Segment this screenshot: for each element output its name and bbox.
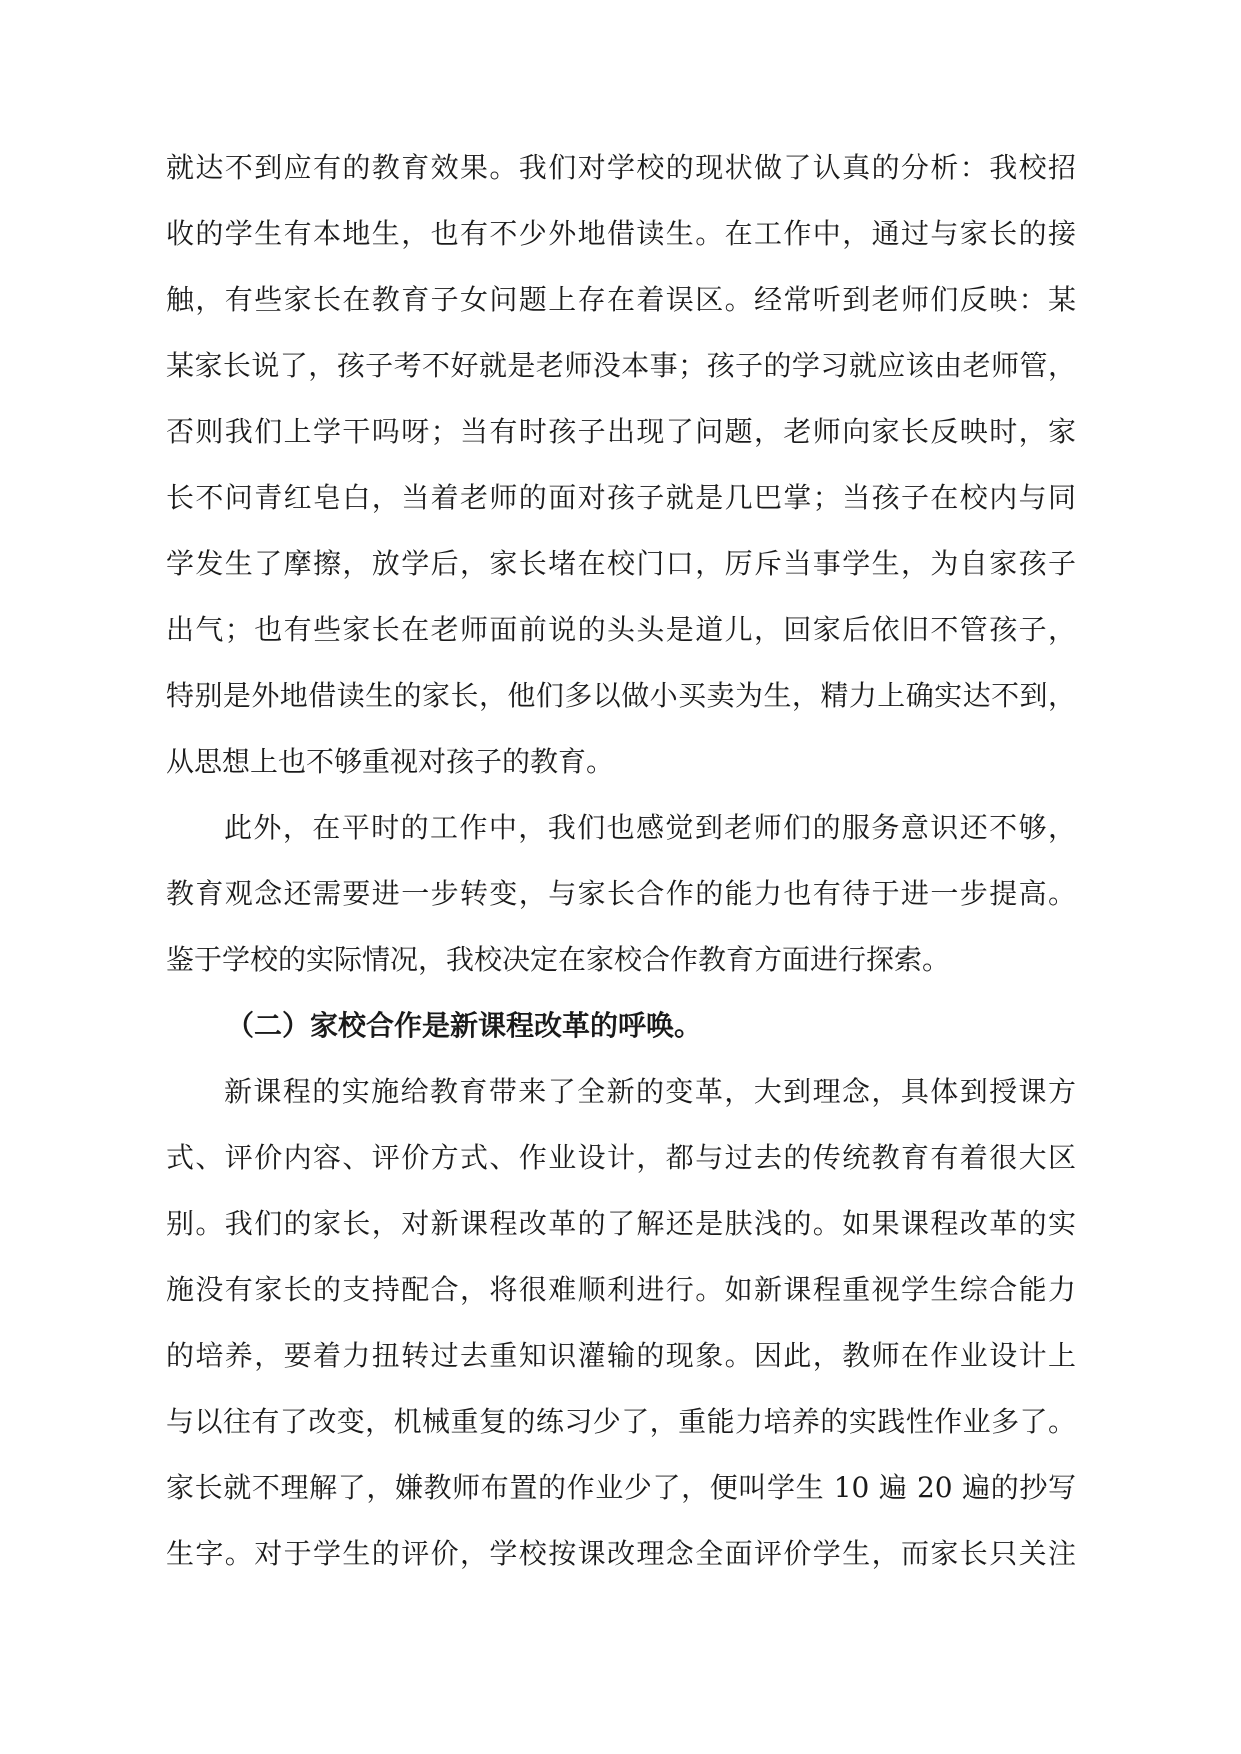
paragraph-line: 学发生了摩擦，放学后，家长堵在校门口，厉斥当事学生，为自家孩子 [166, 547, 1076, 580]
paragraph-line: 式、评价内容、评价方式、作业设计，都与过去的传统教育有着很大区 [166, 1141, 1076, 1174]
paragraph-line: 教育观念还需要进一步转变，与家长合作的能力也有待于进一步提高。 [166, 877, 1076, 910]
paragraph-line: 新课程的实施给教育带来了全新的变革，大到理念，具体到授课方 [224, 1075, 1076, 1108]
paragraph-line: 家长就不理解了，嫌教师布置的作业少了，便叫学生 10 遍 20 遍的抄写 [166, 1471, 1076, 1504]
paragraph-line: 特别是外地借读生的家长，他们多以做小买卖为生，精力上确实达不到， [166, 679, 1076, 712]
paragraph-line: 就达不到应有的教育效果。我们对学校的现状做了认真的分析：我校招 [166, 151, 1076, 184]
section-heading: （二）家校合作是新课程改革的呼唤。 [226, 1009, 703, 1042]
paragraph-line: 长不问青红皂白，当着老师的面对孩子就是几巴掌；当孩子在校内与同 [166, 481, 1076, 514]
paragraph-line: 别。我们的家长，对新课程改革的了解还是肤浅的。如果课程改革的实 [166, 1207, 1076, 1240]
paragraph-line: 鉴于学校的实际情况，我校决定在家校合作教育方面进行探索。 [166, 943, 951, 976]
paragraph-line: 的培养，要着力扭转过去重知识灌输的现象。因此，教师在作业设计上 [166, 1339, 1076, 1372]
paragraph-line: 从思想上也不够重视对孩子的教育。 [166, 745, 615, 778]
paragraph-line: 与以往有了改变，机械重复的练习少了，重能力培养的实践性作业多了。 [166, 1405, 1076, 1438]
paragraph-line: 生字。对于学生的评价，学校按课改理念全面评价学生，而家长只关注 [166, 1537, 1076, 1570]
paragraph-line: 触，有些家长在教育子女问题上存在着误区。经常听到老师们反映：某 [166, 283, 1076, 316]
paragraph-line: 收的学生有本地生，也有不少外地借读生。在工作中，通过与家长的接 [166, 217, 1076, 250]
paragraph-line: 施没有家长的支持配合，将很难顺利进行。如新课程重视学生综合能力 [166, 1273, 1076, 1306]
paragraph-line: 出气；也有些家长在老师面前说的头头是道儿，回家后依旧不管孩子， [166, 613, 1076, 646]
paragraph-line: 否则我们上学干吗呀；当有时孩子出现了问题，老师向家长反映时，家 [166, 415, 1076, 448]
paragraph-line: 某家长说了，孩子考不好就是老师没本事；孩子的学习就应该由老师管， [166, 349, 1076, 382]
paragraph-line: 此外，在平时的工作中，我们也感觉到老师们的服务意识还不够， [224, 811, 1076, 844]
